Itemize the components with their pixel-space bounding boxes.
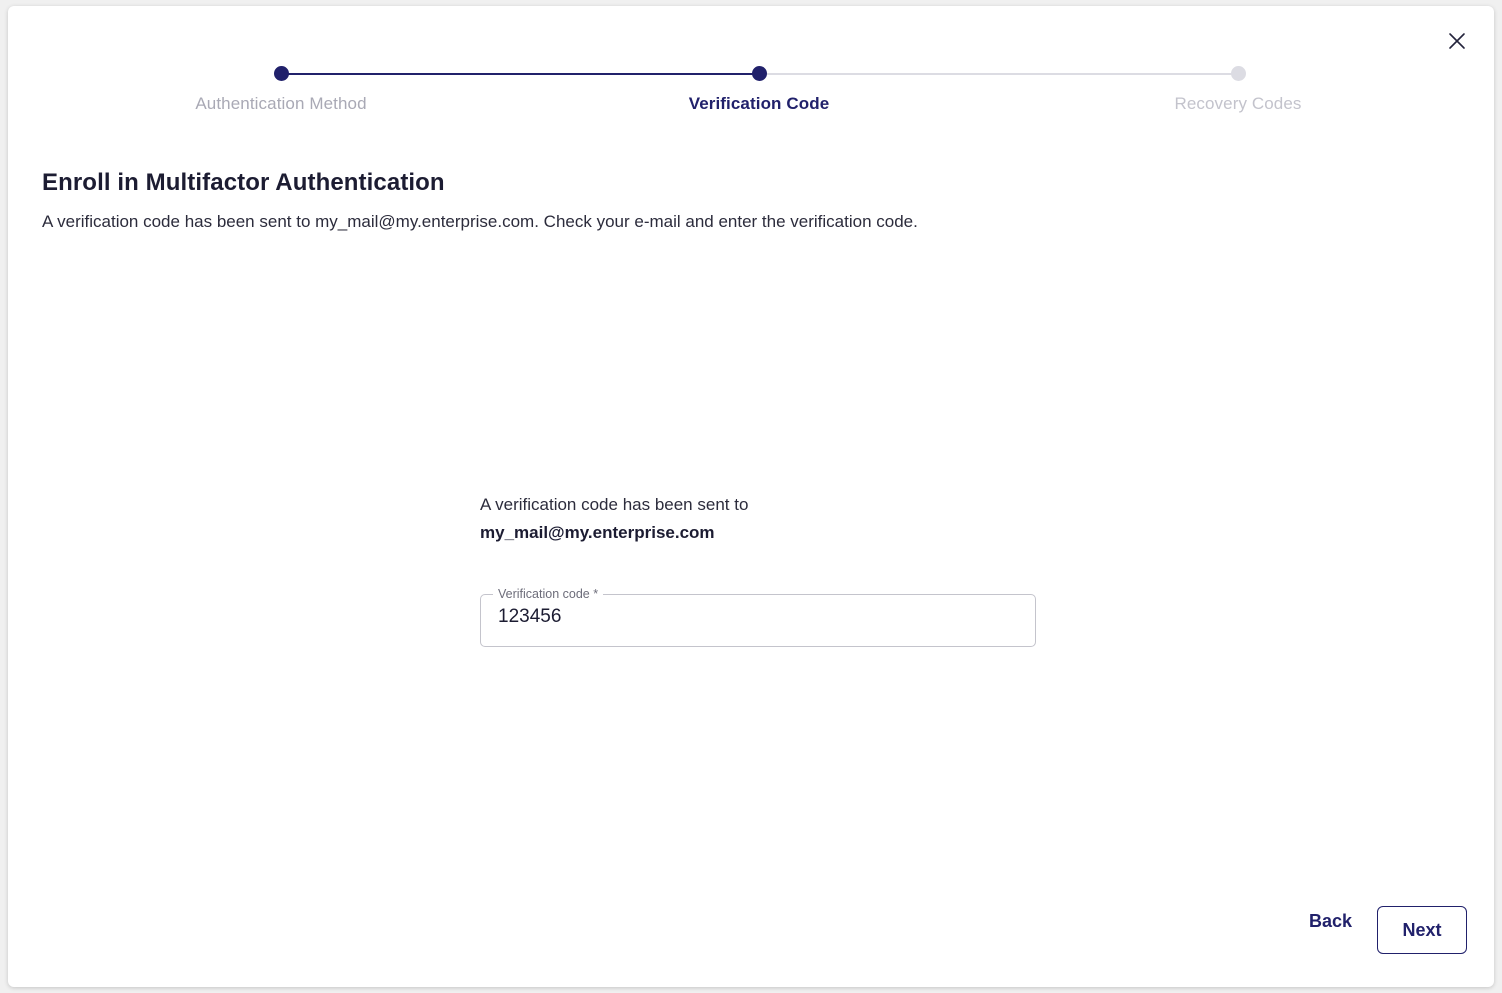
stepper-step-recovery-codes[interactable] [1118,54,1358,114]
stepper-label-2: Verification Code [688,94,830,113]
back-button[interactable]: Back [1303,901,1358,942]
recipient-email: my_mail@my.enterprise.com [480,523,715,542]
verification-panel [480,491,1040,647]
stepper-label-1: Authentication Method [195,94,367,113]
verification-code-input[interactable] [480,587,1036,647]
page-title: Enroll in Multifactor Authentication [42,169,445,196]
verification-code-legend: Verification code * [498,587,599,601]
close-icon[interactable] [1440,24,1474,58]
stepper-dot-3 [1231,66,1246,81]
stepper-step-authentication-method[interactable] [161,54,401,114]
stepper-step-verification-code[interactable] [639,54,879,114]
stepper-label-3: Recovery Codes [1174,94,1302,113]
next-button[interactable]: Next [1377,906,1467,954]
page-subtitle: A verification code has been sent to my_mail@my.enterprise.com. Check your e-mail and enter the verification code. [42,212,918,231]
stepper-dot-2 [752,66,767,81]
verification-code-field[interactable] [480,587,1036,647]
progress-stepper [8,54,1494,124]
code-sent-text: A verification code has been sent to [480,495,749,514]
mfa-enrollment-dialog [8,6,1494,987]
stepper-dot-1 [274,66,289,81]
close-icon-glyph [1447,31,1467,51]
